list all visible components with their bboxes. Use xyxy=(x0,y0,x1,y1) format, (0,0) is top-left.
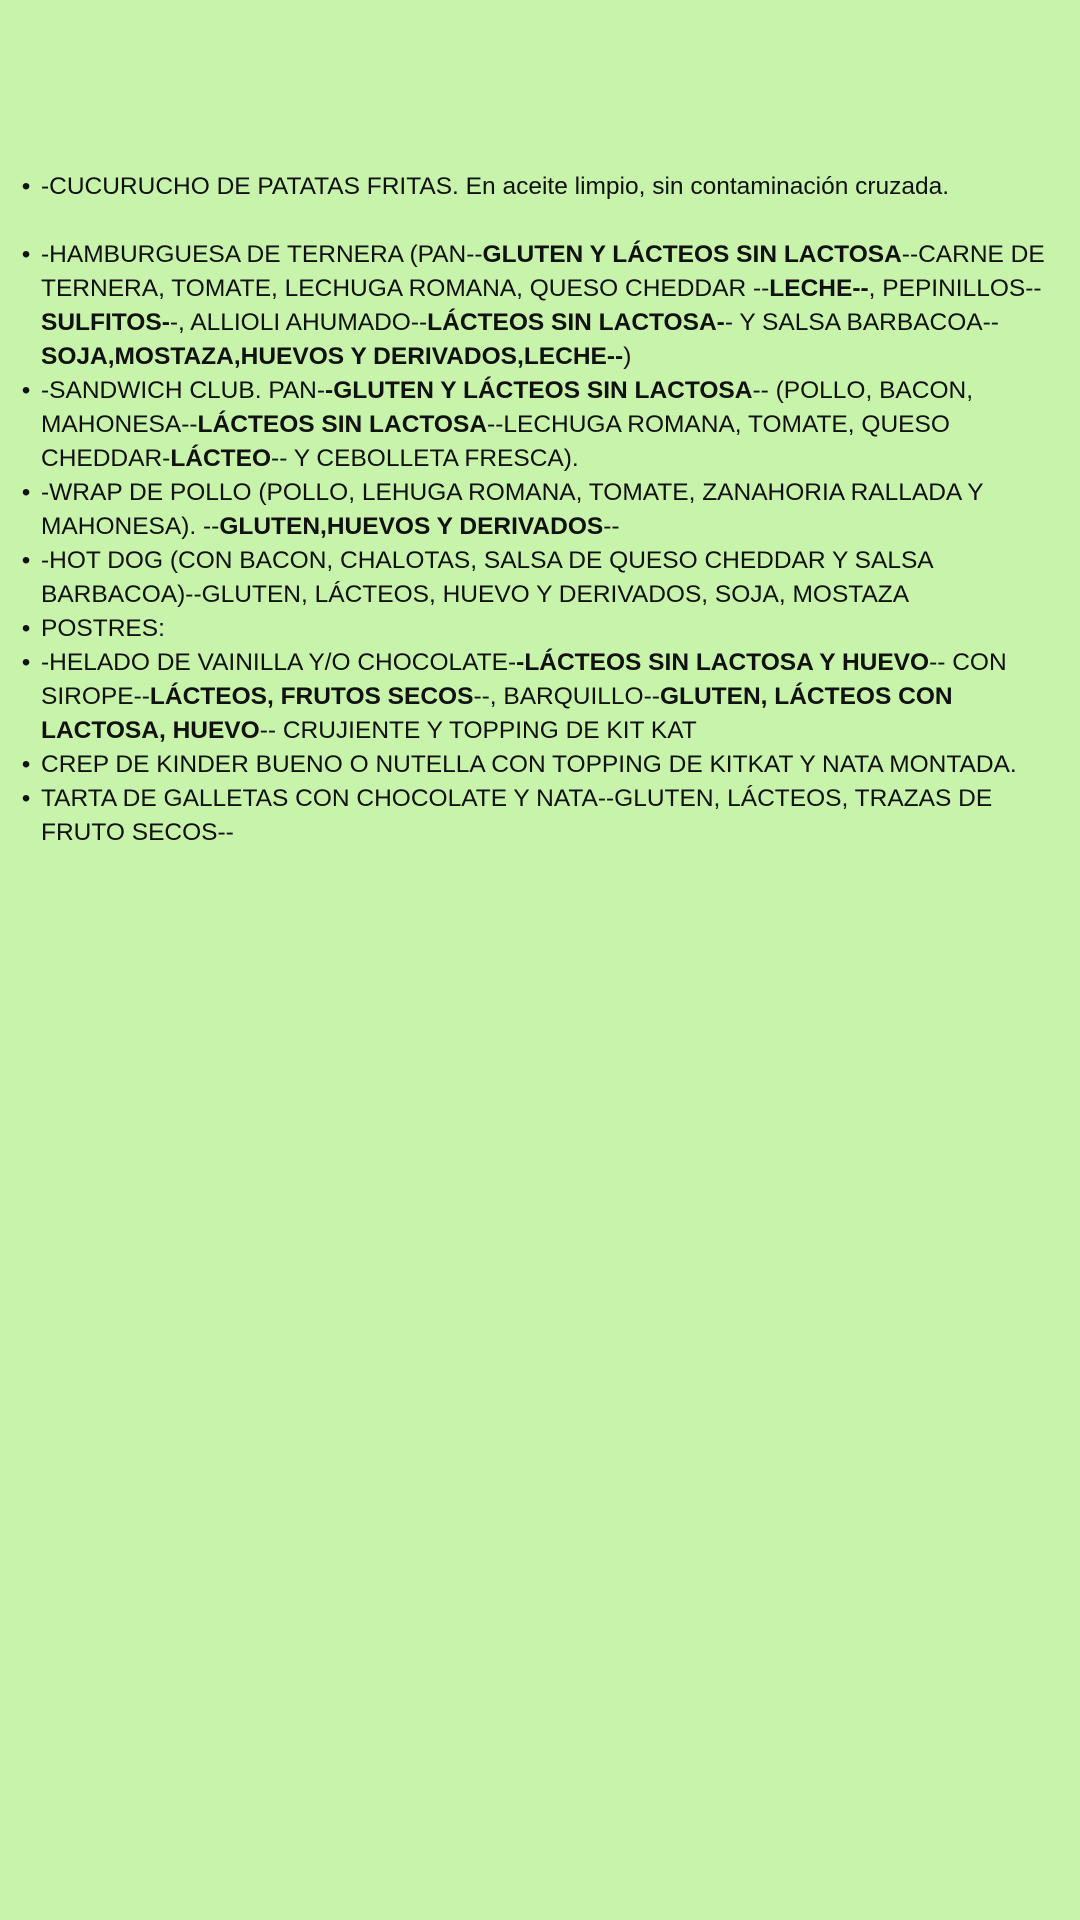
allergen-text: GLUTEN,HUEVOS Y DERIVADOS xyxy=(219,513,604,540)
item-text-segment: -HOT DOG (CON BACON, CHALOTAS, SALSA DE QUESO CHEDDAR Y SALSA BARBACOA)--GLUTEN, LÁCTEOS, HUEVO Y DERIVADOS, SOJA, MOSTAZA xyxy=(41,547,933,608)
allergen-text: -GLUTEN Y LÁCTEOS SIN LACTOSA xyxy=(325,377,753,404)
list-item xyxy=(21,374,1052,476)
item-text-segment: -- xyxy=(603,513,620,540)
item-text-segment: -CUCURUCHO DE PATATAS FRITAS. En aceite limpio, sin contaminación cruzada. xyxy=(41,173,950,200)
item-text xyxy=(41,377,973,472)
item-text-segment: -- (POLLO, BACON, MAHONESA-- xyxy=(41,377,974,438)
item-text-segment: -HELADO DE VAINILLA Y/O CHOCOLATE- xyxy=(41,649,517,676)
item-text xyxy=(41,173,949,200)
item-text xyxy=(41,649,1007,744)
allergen-text: SOJA,MOSTAZA,HUEVOS Y DERIVADOS,LECHE-- xyxy=(41,343,624,370)
item-text xyxy=(41,615,165,642)
allergen-text: LÁCTEOS SIN LACTOSA- xyxy=(427,309,725,336)
allergen-text: LECHE-- xyxy=(769,275,869,302)
bullet-icon: • xyxy=(21,751,31,778)
item-text-segment: ) xyxy=(623,343,632,370)
bullet-icon: • xyxy=(21,479,31,506)
item-text xyxy=(41,479,983,540)
bullet-icon: • xyxy=(21,377,31,404)
item-text-segment: -, ALLIOLI AHUMADO-- xyxy=(169,309,428,336)
item-text-segment: --, BARQUILLO-- xyxy=(473,683,660,710)
bullet-icon: • xyxy=(21,785,31,812)
list-item xyxy=(21,646,1052,748)
list-item xyxy=(21,476,1052,544)
bullet-icon: • xyxy=(21,649,31,676)
list-item xyxy=(21,782,1052,850)
item-text-segment: POSTRES: xyxy=(41,615,165,642)
bullet-icon: • xyxy=(21,173,31,200)
allergen-menu-list xyxy=(0,170,1052,850)
list-item xyxy=(21,748,1052,782)
bullet-icon: • xyxy=(21,615,31,642)
item-text-segment: -- Y CEBOLLETA FRESCA). xyxy=(271,445,579,472)
item-text-segment: -HAMBURGUESA DE TERNERA (PAN-- xyxy=(41,241,483,268)
bullet-icon: • xyxy=(21,547,31,574)
list-item xyxy=(21,238,1052,374)
allergen-text: SULFITOS- xyxy=(41,309,170,336)
item-text-segment: -- CRUJIENTE Y TOPPING DE KIT KAT xyxy=(259,717,697,744)
item-text-segment: --LECHUGA ROMANA, TOMATE, QUESO CHEDDAR- xyxy=(41,411,950,472)
item-text xyxy=(41,751,1017,778)
allergen-text: LÁCTEOS, FRUTOS SECOS xyxy=(149,683,474,710)
bullet-icon: • xyxy=(21,241,31,268)
item-text-segment: - Y SALSA BARBACOA-- xyxy=(724,309,999,336)
list-item xyxy=(21,612,1052,646)
item-text xyxy=(41,241,1045,370)
item-text-segment: , PEPINILLOS-- xyxy=(868,275,1042,302)
allergen-text: GLUTEN Y LÁCTEOS SIN LACTOSA xyxy=(482,241,902,268)
item-text xyxy=(41,547,932,608)
list-item xyxy=(21,544,1052,612)
list-item xyxy=(21,170,1052,204)
allergen-text: LÁCTEO xyxy=(170,445,272,472)
allergen-text: LÁCTEOS SIN LACTOSA xyxy=(197,411,488,438)
allergen-text: GLUTEN, LÁCTEOS CON LACTOSA, HUEVO xyxy=(41,683,953,744)
item-text xyxy=(41,785,992,846)
item-text-segment: -WRAP DE POLLO (POLLO, LEHUGA ROMANA, TOMATE, ZANAHORIA RALLADA Y MAHONESA). -- xyxy=(41,479,984,540)
item-text-segment: TARTA DE GALLETAS CON CHOCOLATE Y NATA--GLUTEN, LÁCTEOS, TRAZAS DE FRUTO SECOS-- xyxy=(41,785,993,846)
item-text-segment: --CARNE DE TERNERA, TOMATE, LECHUGA ROMANA, QUESO CHEDDAR -- xyxy=(41,241,1045,302)
allergen-text: -LÁCTEOS SIN LACTOSA Y HUEVO xyxy=(516,649,930,676)
item-text-segment: CREP DE KINDER BUENO O NUTELLA CON TOPPING DE KITKAT Y NATA MONTADA. xyxy=(41,751,1017,778)
item-text-segment: -SANDWICH CLUB. PAN- xyxy=(41,377,326,404)
item-text-segment: -- CON SIROPE-- xyxy=(41,649,1007,710)
